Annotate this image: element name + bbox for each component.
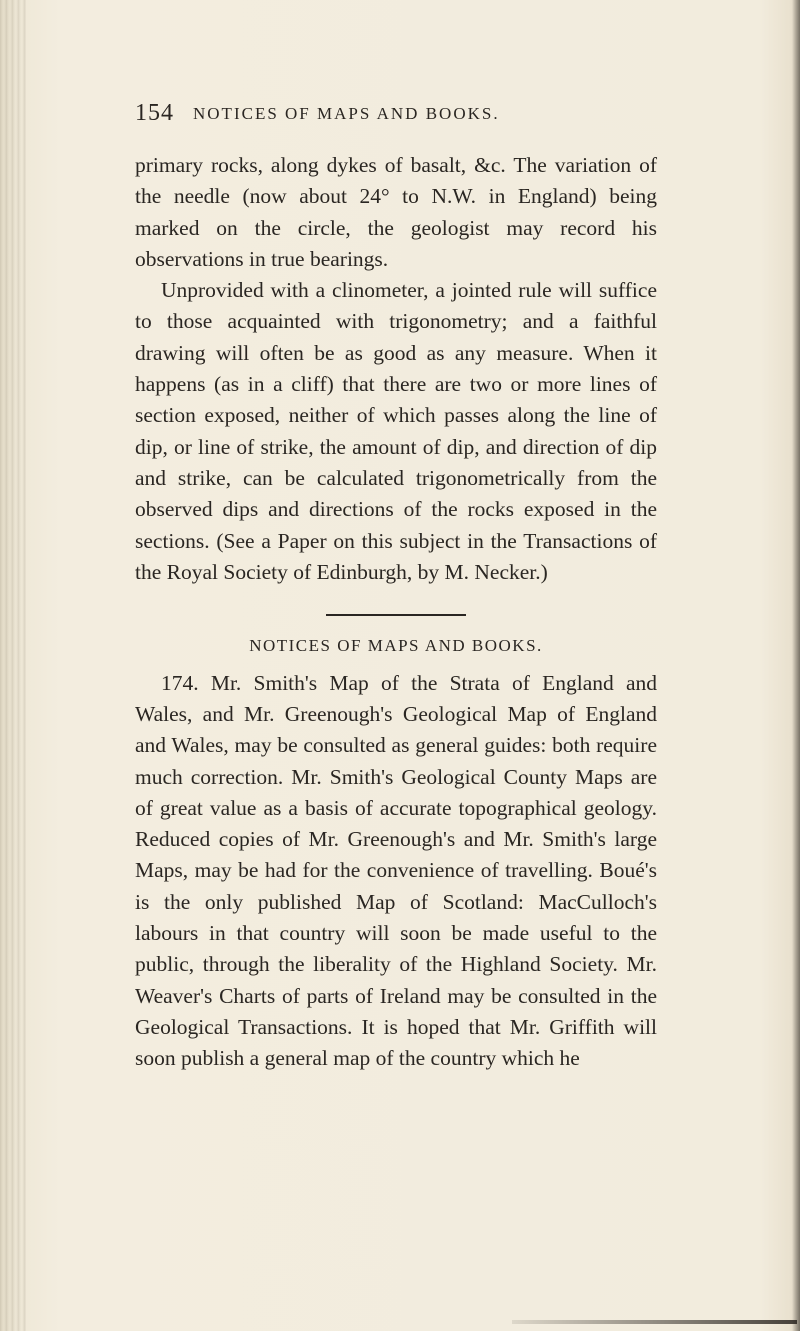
page-body	[135, 150, 657, 1075]
paragraph-clinometer: Unprovided with a clinometer, a jointed rule will suffice to those acquainted with trigonometry; and a faithful drawing will often be as good as any measure. When it happens (as in a cliff) that there are two or more lines of section exposed, neither of which passes along the line of dip, or line of strike, the amount of dip, and direction of dip and strike, can be calculated trigonometrically from the observed dips and directions of the rocks exposed in the sections. (See a Paper on this subject in the Transactions of the Royal Society of Edinburgh, by M. Necker.)	[135, 278, 657, 584]
section-title: NOTICES OF MAPS AND BOOKS.	[249, 635, 543, 655]
paragraph-continued: primary rocks, along dykes of basalt, &c. The variation of the needle (now about 24° to N.W. in England) being marked on the circle, the geologist may record his observations in true bearings.	[135, 153, 657, 271]
section-divider	[326, 614, 466, 616]
page-gutter-edge	[0, 0, 26, 1331]
page-header	[135, 90, 665, 130]
running-head: NOTICES OF MAPS AND BOOKS.	[193, 104, 500, 123]
paragraph-174: 174. Mr. Smith's Map of the Strata of England and Wales, and Mr. Greenough's Geological Map of England and Wales, may be consulted as general guides: both require much correction. Mr. Smith's Geological County Maps are of great value as a basis of accurate topographical geology. Reduced copies of Mr. Greenough's and Mr. Smith's large Maps, may be had for the convenience of travelling. Boué's is the only published Map of Scotland: MacCulloch's labours in that country will soon be made useful to the public, through the liberality of the Highland Society. Mr. Weaver's Charts of parts of Ireland may be consulted in the Geological Transactions. It is hoped that Mr. Griffith will soon publish a general map of the country which he	[135, 670, 657, 1071]
bottom-shadow-rule	[512, 1320, 797, 1324]
page-number: 154	[135, 100, 174, 126]
page-right-edge	[792, 0, 800, 1331]
